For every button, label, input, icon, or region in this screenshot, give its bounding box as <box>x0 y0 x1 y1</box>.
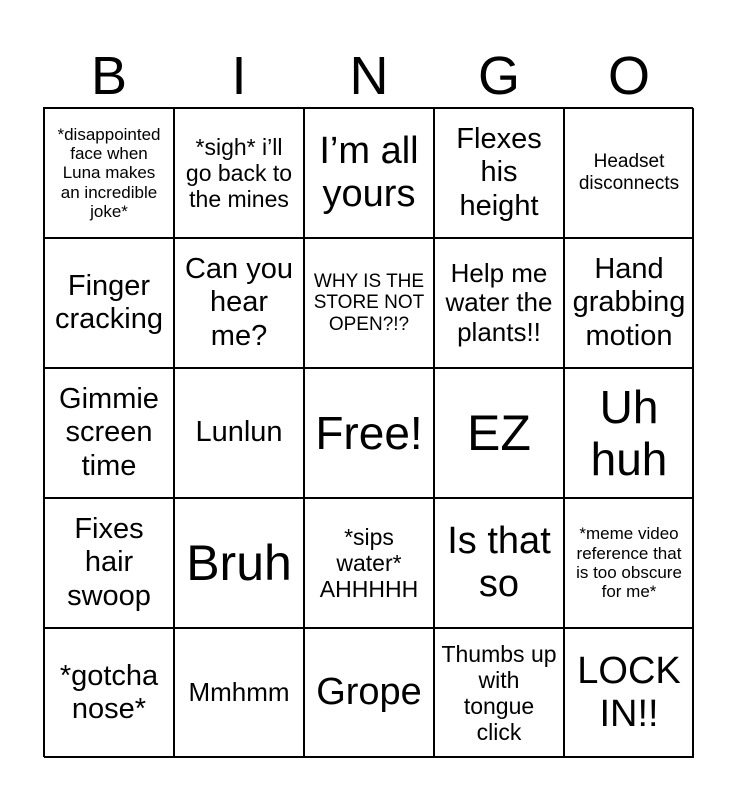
bingo-cell-r5c3[interactable] <box>304 628 434 758</box>
header-letter-g: G <box>477 46 520 106</box>
bingo-cell-r4c5[interactable] <box>564 498 694 628</box>
cell-text: *sips water* AHHHHH <box>319 523 419 603</box>
cell-text: *meme video reference that is too obscure for me* <box>576 524 682 602</box>
header-letter-n: N <box>349 46 389 106</box>
cell-text: *sigh* i’ll go back to the mines <box>185 133 293 213</box>
bingo-cell-r3c3[interactable] <box>304 368 434 498</box>
cell-text: Free! <box>315 406 423 459</box>
bingo-cell-r3c1[interactable] <box>44 368 174 498</box>
bingo-cell-r5c5[interactable] <box>564 628 694 758</box>
bingo-cell-r5c1[interactable] <box>44 628 174 758</box>
bingo-cell-r1c5[interactable] <box>564 108 694 238</box>
bingo-cell-r3c5[interactable] <box>564 368 694 498</box>
bingo-cell-r1c2[interactable] <box>174 108 304 238</box>
cell-text: Gimmie screen time <box>59 383 159 482</box>
bingo-cell-r5c2[interactable] <box>174 628 304 758</box>
cell-text: Grope <box>316 671 422 714</box>
cell-text: Can you hear me? <box>184 253 293 352</box>
bingo-cell-r1c3[interactable] <box>304 108 434 238</box>
cell-text: Finger cracking <box>55 269 163 335</box>
bingo-cell-r2c1[interactable] <box>44 238 174 368</box>
cell-text: I’m all yours <box>319 129 419 215</box>
cell-text: *gotcha nose* <box>59 659 159 725</box>
bingo-cell-r3c2[interactable] <box>174 368 304 498</box>
cell-text: LOCK IN!! <box>577 649 681 735</box>
bingo-cell-r3c4[interactable] <box>434 368 564 498</box>
header-letter-b: B <box>90 46 128 106</box>
cell-text: Headset disconnects <box>578 151 680 194</box>
bingo-cell-r2c4[interactable] <box>434 238 564 368</box>
cell-text: *disappointed face when Luna makes an incredible joke* <box>57 124 161 222</box>
bingo-cell-r2c5[interactable] <box>564 238 694 368</box>
cell-text: Bruh <box>186 534 292 591</box>
cell-text: Help me water the plants!! <box>445 257 553 347</box>
bingo-header <box>44 44 694 108</box>
cell-text: EZ <box>467 404 531 461</box>
cell-text: Is that so <box>447 519 551 605</box>
bingo-cell-r2c2[interactable] <box>174 238 304 368</box>
bingo-cell-r4c4[interactable] <box>434 498 564 628</box>
bingo-cell-r4c2[interactable] <box>174 498 304 628</box>
cell-text: Lunlun <box>195 416 283 449</box>
cell-text: WHY IS THE STORE NOT OPEN?!? <box>313 270 425 335</box>
cell-text: Flexes his height <box>456 123 542 222</box>
cell-text: Mmhmm <box>188 677 290 708</box>
header-letter-o: O <box>607 46 650 106</box>
bingo-cell-r1c1[interactable] <box>44 108 174 238</box>
bingo-cell-r4c3[interactable] <box>304 498 434 628</box>
bingo-cell-r1c4[interactable] <box>434 108 564 238</box>
bingo-cell-r4c1[interactable] <box>44 498 174 628</box>
cell-text: Hand grabbing motion <box>572 253 686 352</box>
cell-text: Thumbs up with tongue click <box>441 640 557 746</box>
header-letter-i: I <box>231 46 247 106</box>
cell-text: Uh huh <box>590 380 668 485</box>
bingo-cell-r5c4[interactable] <box>434 628 564 758</box>
bingo-board <box>43 107 693 757</box>
cell-text: Fixes hair swoop <box>67 513 151 612</box>
bingo-cell-r2c3[interactable] <box>304 238 434 368</box>
